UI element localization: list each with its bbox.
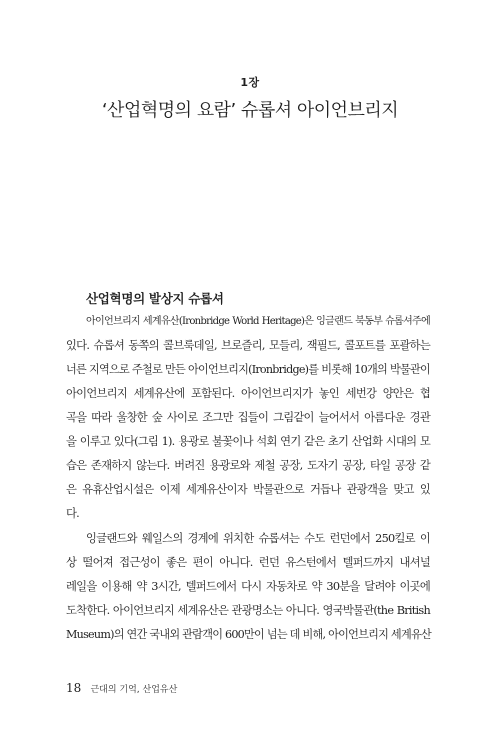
body-line: 너른 지역으로 주철로 만든 아이언브리지(Ironbridge)를 비롯해 10개의 박물관이	[66, 363, 430, 376]
body-line: 아이언브리지 세계유산에 포함된다. 아이언브리지가 놓인 세번강 양안은 협	[66, 387, 430, 400]
page-number: 18	[66, 681, 82, 695]
page-footer	[66, 681, 177, 695]
body-line: 있다. 슈롭셔 동쪽의 콜브룩데일, 브로즐리, 모들리, 잭필드, 콜포트를 포괄하는	[66, 339, 430, 352]
body-line: 상 떨어져 접근성이 좋은 편이 아니다. 런던 유스턴에서 텔퍼드까지 내셔널	[66, 556, 430, 569]
body-line: 곡을 따라 울창한 숲 사이로 조그만 집들이 그림같이 늘어서서 아름다운 경관	[66, 411, 430, 424]
chapter-title: ‘산업혁명의 요람’ 슈롭셔 아이언브리지	[101, 100, 399, 121]
body-line: 레일을 이용해 약 3시간, 텔퍼드에서 다시 자동차로 약 30분을 달려야 이곳에	[66, 580, 430, 593]
body-line: Museum)의 연간 국내외 관람객이 600만이 넘는 데 비해, 아이언브리지 세계유산	[66, 628, 431, 641]
body-line: 습은 존재하지 않는다. 버려진 용광로와 제철 공장, 도자기 공장, 타일 공장 같	[66, 459, 430, 472]
body-line: 을 이루고 있다(그림 1). 용광로 불꽃이나 석회 연기 같은 초기 산업화 시대의 모	[66, 435, 430, 448]
body-line: 은 유휴산업시설은 이제 세계유산이자 박물관으로 거듭나 관광객을 맞고 있	[66, 483, 430, 496]
body-line: 잉글랜드와 웨일스의 경계에 위치한 슈롭셔는 수도 런던에서 250킬로 이	[86, 532, 430, 545]
running-footer-title: 근대의 기억, 산업유산	[90, 685, 178, 695]
body-line: 도착한다. 아이언브리지 세계유산은 관광명소는 아니다. 영국박물관(the British	[66, 604, 430, 617]
body-line: 다.	[66, 507, 80, 520]
chapter-number: 1장	[240, 76, 260, 89]
body-line: 아이언브리지 세계유산(Ironbridge World Heritage)은 잉글랜드 북동부 슈롭셔주에	[86, 316, 430, 327]
section-heading: 산업혁명의 발상지 슈롭셔	[86, 291, 224, 306]
